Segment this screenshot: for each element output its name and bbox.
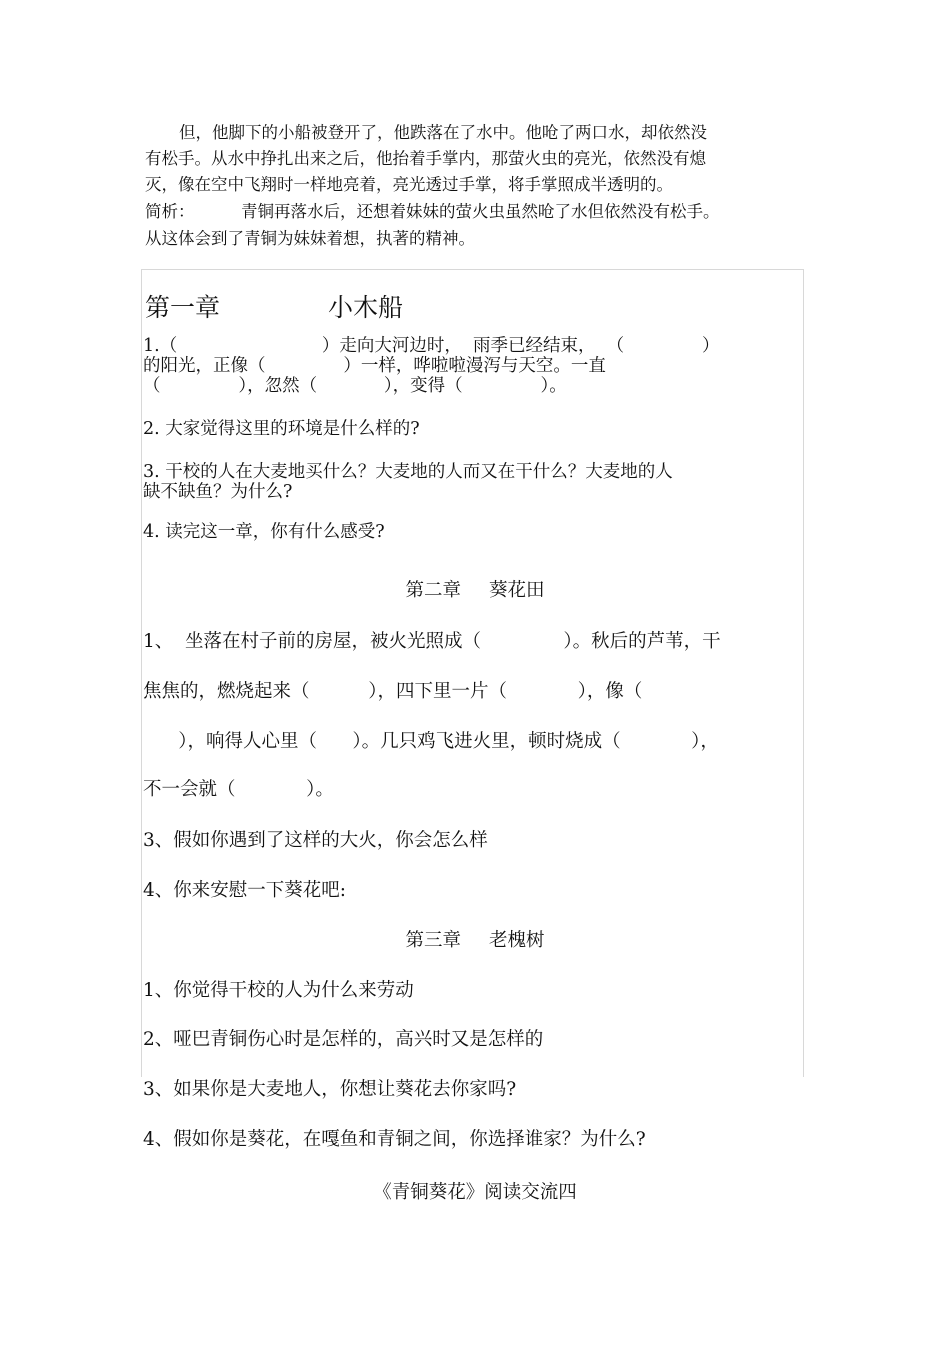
chapter2-name: 葵花田 xyxy=(489,580,545,601)
intro-paragraph-1-line-1: 但，他脚下的小船被登开了，他跌落在了水中。他呛了两口水，却依然没 xyxy=(179,123,707,142)
chapter2-number: 第二章 xyxy=(405,580,461,601)
analysis-label: 简析： xyxy=(145,202,195,221)
table-right-border xyxy=(803,269,804,1077)
chapter1-name: 小木船 xyxy=(328,293,404,322)
ch3-question-4: 4、假如你是葵花，在嘎鱼和青铜之间，你选择谁家？为什么? xyxy=(143,1129,646,1150)
table-left-border xyxy=(141,269,142,1077)
ch1-question-3-line-2: 缺不缺鱼？为什么? xyxy=(143,482,293,502)
next-section-title: 《青铜葵花》阅读交流四 xyxy=(373,1182,577,1203)
ch2-question-1-line-2: 焦焦的，燃烧起来（ ），四下里一片（ ），像（ xyxy=(143,681,643,702)
ch2-question-4: 4、你来安慰一下葵花吧: xyxy=(143,880,347,901)
chapter3-title xyxy=(0,926,950,952)
chapter1-title xyxy=(145,288,403,324)
table-top-border xyxy=(141,269,804,270)
intro-paragraph-1-line-3: 灭，像在空中飞翔时一样地亮着，亮光透过手掌，将手掌照成半透明的。 xyxy=(145,175,673,194)
ch1-question-1-line-2: 的阳光，正像（ ）一样，哗啦啦漫泻与天空。一直 xyxy=(143,356,606,376)
chapter3-number: 第三章 xyxy=(405,930,461,951)
ch3-question-2: 2、哑巴青铜伤心时是怎样的，高兴时又是怎样的 xyxy=(143,1029,544,1050)
ch2-question-1-line-1: 1、 坐落在村子前的房屋，被火光照成（ ）。秋后的芦苇，干 xyxy=(143,631,721,652)
ch1-question-3-line-1: 3. 干校的人在大麦地买什么？大麦地的人而又在干什么？大麦地的人 xyxy=(143,462,673,482)
ch1-question-1-line-3: （ ），忽然（ ），变得（ ）。 xyxy=(143,376,567,396)
ch3-question-1: 1、你觉得干校的人为什么来劳动 xyxy=(143,980,414,1001)
analysis-line-1: 青铜再落水后，还想着妹妹的萤火虫虽然呛了水但依然没有松手。 xyxy=(241,202,720,221)
chapter1-number: 第一章 xyxy=(145,293,221,322)
chapter3-name: 老槐树 xyxy=(489,930,545,951)
chapter2-title xyxy=(0,576,950,602)
ch2-question-1-line-3: ），响得人心里（ ）。几只鸡飞进火里，顿时烧成（ ）， xyxy=(143,731,719,752)
analysis-line-2: 从这体会到了青铜为妹妹着想，执著的精神。 xyxy=(145,229,475,248)
ch2-question-3: 3、假如你遇到了这样的大火，你会怎么样 xyxy=(143,830,488,851)
ch1-question-1-line-1: 1.（ ）走向大河边时， 雨季已经结束， （ ） xyxy=(143,336,720,356)
ch1-question-2: 2. 大家觉得这里的环境是什么样的? xyxy=(143,419,420,439)
ch1-question-4: 4. 读完这一章，你有什么感受? xyxy=(143,522,385,542)
ch2-question-1-line-4: 不一会就（ ）。 xyxy=(143,779,334,800)
ch3-question-3: 3、如果你是大麦地人，你想让葵花去你家吗? xyxy=(143,1079,517,1100)
intro-paragraph-1-line-2: 有松手。从水中挣扎出来之后，他抬着手掌内，那萤火虫的亮光，依然没有熄 xyxy=(145,149,706,168)
